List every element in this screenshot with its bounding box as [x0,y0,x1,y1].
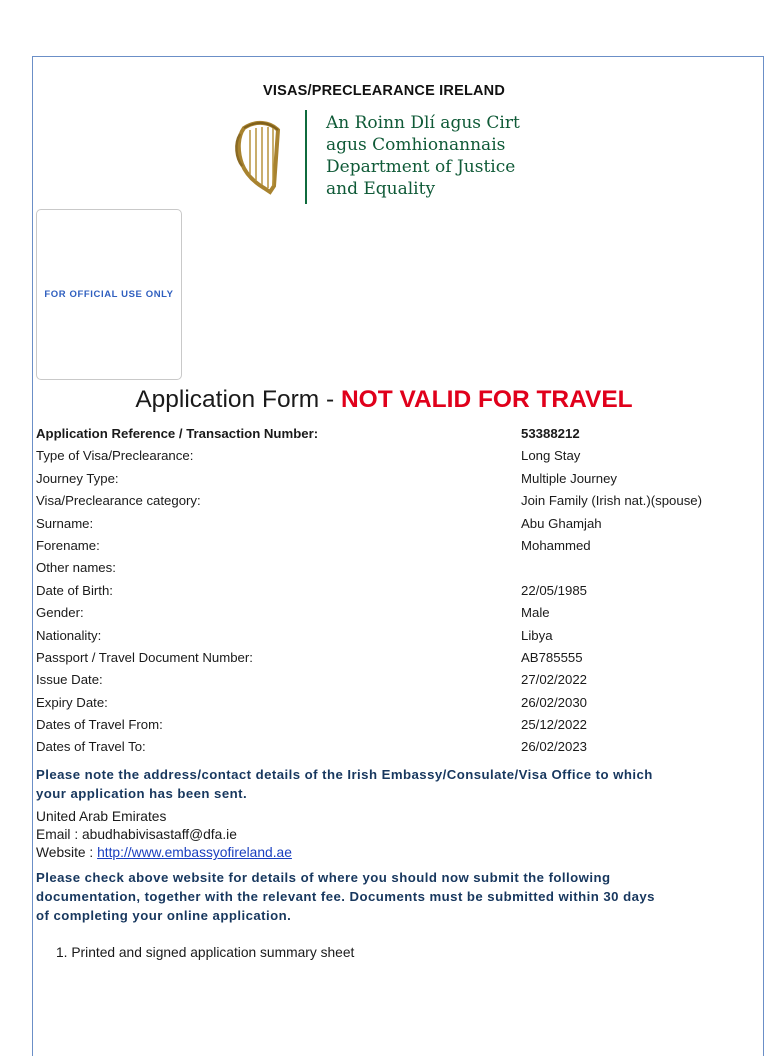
detail-row [36,625,736,647]
embassy-contact [36,808,292,862]
detail-label: Date of Birth: [36,582,113,598]
detail-value: 26/02/2030 [521,694,588,710]
detail-value: Abu Ghamjah [521,515,602,531]
detail-row [36,513,736,535]
detail-value: Male [521,605,550,621]
detail-label: Expiry Date: [36,694,108,710]
department-line-2: agus Comhionannais [326,135,506,155]
department-line-3: Department of Justice [326,157,516,177]
website-label: Website : [36,845,98,860]
detail-row [36,647,736,669]
application-details-table [36,423,736,759]
detail-row [36,669,736,691]
embassy-website-link[interactable]: http://www.embassyofireland.ae [97,845,292,860]
detail-row [36,423,736,445]
crest-divider [305,110,307,204]
detail-label: Passport / Travel Document Number: [36,649,253,665]
detail-value: Libya [521,627,553,643]
detail-row [36,490,736,512]
detail-row [36,602,736,624]
detail-value: AB785555 [521,649,583,665]
detail-value: 25/12/2022 [521,717,588,733]
list-item: 1. Printed and signed application summary sheet [56,945,355,960]
detail-value: Join Family (Irish nat.)(spouse) [521,493,703,509]
detail-row [36,468,736,490]
detail-label: Dates of Travel From: [36,717,163,733]
detail-row [36,557,736,579]
form-title-prefix: Application Form - [135,386,341,413]
detail-label: Journey Type: [36,470,119,486]
detail-label: Type of Visa/Preclearance: [36,448,194,464]
detail-label: Gender: [36,605,84,621]
department-name [326,112,520,200]
detail-label: Other names: [36,560,116,576]
submission-notice-line-3: of completing your online application. [36,908,292,923]
embassy-website [36,844,292,862]
detail-row [36,580,736,602]
embassy-email: Email : abudhabivisastaff@dfa.ie [36,827,237,842]
detail-row [36,736,736,758]
page-header-title: VISAS/PRECLEARANCE IRELAND [262,83,506,99]
not-valid-warning: NOT VALID FOR TRAVEL [340,386,633,413]
detail-row [36,714,736,736]
detail-label: Nationality: [36,627,102,643]
detail-row [36,535,736,557]
detail-label: Visa/Preclearance category: [36,493,201,509]
form-title [0,386,768,414]
detail-row [36,692,736,714]
embassy-notice-line-1: Please note the address/contact details of the Irish Embassy/Consulate/Visa Office to which [36,767,653,782]
harp-icon [234,116,288,196]
department-line-4: and Equality [326,179,436,199]
official-use-label: FOR OFFICIAL USE ONLY [44,289,174,300]
detail-row [36,445,736,467]
submission-notice-line-2: documentation, together with the relevant fee. Documents must be submitted within 30 days [36,889,655,904]
detail-value: Mohammed [521,537,591,553]
submission-notice-line-1: Please check above website for details of where you should now submit the following [36,870,611,885]
detail-value: Multiple Journey [521,470,618,486]
submission-notice [36,868,726,925]
embassy-notice-line-2: your application has been sent. [36,786,248,801]
detail-label: Surname: [36,515,94,531]
detail-label: Forename: [36,537,100,553]
official-use-box [36,209,182,380]
detail-value: 22/05/1985 [521,582,588,598]
detail-value: 53388212 [521,426,580,441]
detail-value: 27/02/2022 [521,672,588,688]
detail-label: Dates of Travel To: [36,739,146,755]
detail-value: 26/02/2023 [521,739,588,755]
detail-value: Long Stay [521,448,581,464]
detail-label: Issue Date: [36,672,103,688]
detail-label: Application Reference / Transaction Number: [36,426,319,441]
documents-list [56,945,354,960]
department-line-1: An Roinn Dlí agus Cirt [326,113,520,133]
embassy-country: United Arab Emirates [36,809,167,824]
embassy-notice [36,765,726,803]
